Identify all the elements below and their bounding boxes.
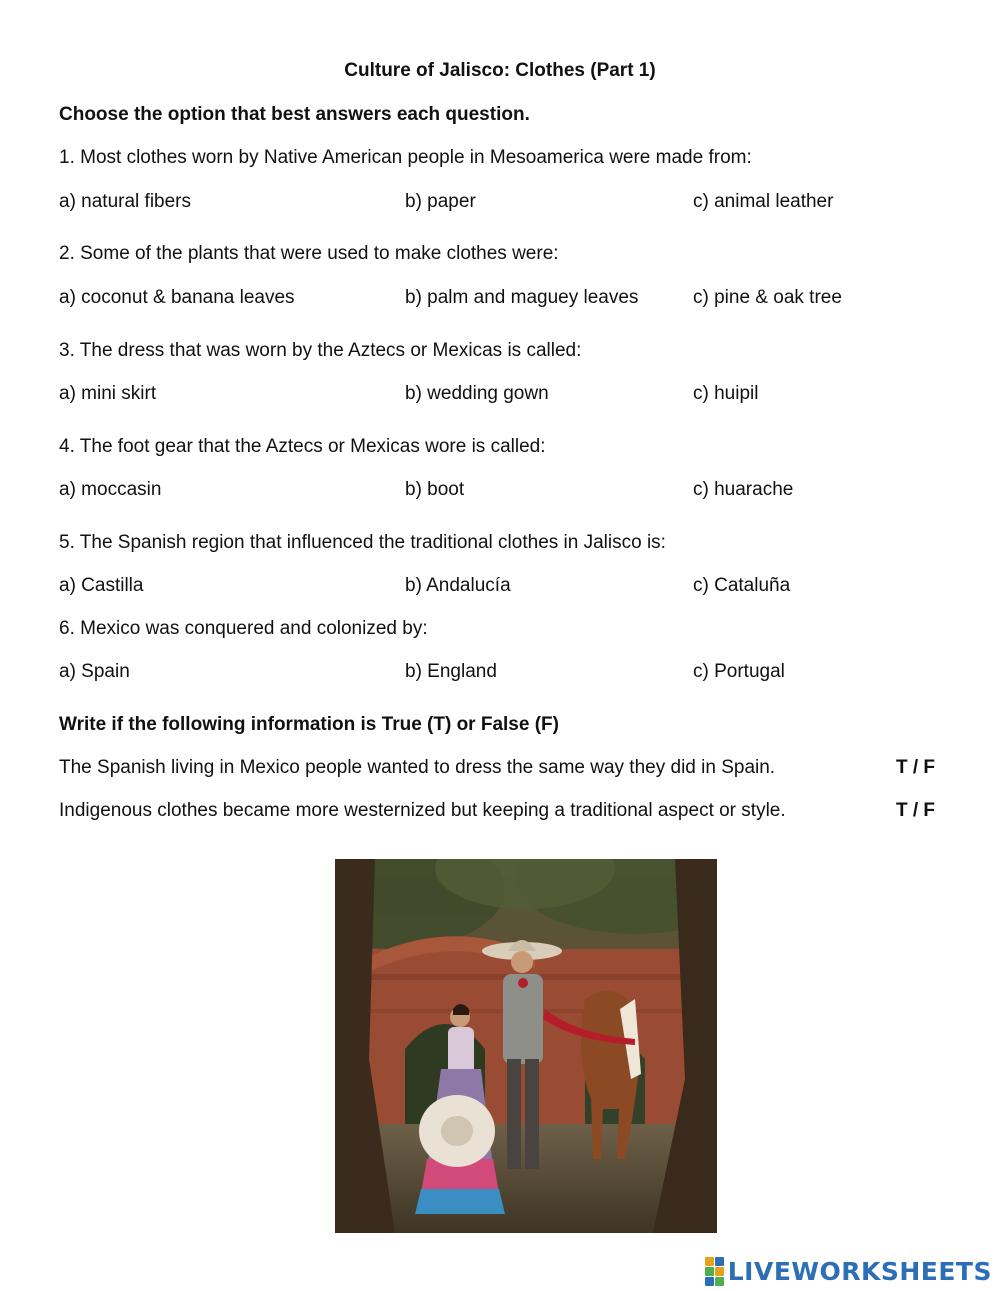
true-false-statement: Indigenous clothes became more westernized but keeping a traditional aspect or style.	[59, 800, 786, 821]
liveworksheets-logo	[705, 1256, 992, 1286]
question-1-option-c[interactable]: c) animal leather	[693, 191, 834, 212]
true-false-instructions: Write if the following information is True (T) or False (F)	[59, 714, 559, 735]
multiple-choice-instructions: Choose the option that best answers each question.	[59, 104, 530, 125]
question-3-option-c[interactable]: c) huipil	[693, 383, 759, 404]
question-5-option-b[interactable]: b) Andalucía	[405, 575, 511, 596]
question-4-option-b[interactable]: b) boot	[405, 479, 465, 500]
true-false-answer-choice[interactable]: T / F	[895, 757, 935, 778]
true-false-answer-choice[interactable]: T / F	[895, 800, 935, 821]
question-5: 5. The Spanish region that influenced the traditional clothes in Jalisco is:	[59, 532, 666, 553]
question-6: 6. Mexico was conquered and colonized by:	[59, 618, 428, 639]
logo-text: LIVEWORKSHEETS	[727, 1256, 992, 1286]
question-3: 3. The dress that was worn by the Aztecs or Mexicas is called:	[59, 340, 582, 361]
question-6-option-c[interactable]: c) Portugal	[693, 661, 785, 682]
question-5-option-a[interactable]: a) Castilla	[59, 575, 144, 596]
question-2-option-c[interactable]: c) pine & oak tree	[693, 287, 842, 308]
question-4-option-a[interactable]: a) moccasin	[59, 479, 162, 500]
question-6-option-a[interactable]: a) Spain	[59, 661, 130, 682]
question-4-option-c[interactable]: c) huarache	[693, 479, 794, 500]
question-2-option-a[interactable]: a) coconut & banana leaves	[59, 287, 295, 308]
logo-cubes-icon	[705, 1257, 724, 1286]
question-4: 4. The foot gear that the Aztecs or Mexicas wore is called:	[59, 436, 546, 457]
question-5-option-c[interactable]: c) Cataluña	[693, 575, 791, 596]
question-6-option-b[interactable]: b) England	[405, 661, 497, 682]
charro-couple-photo	[335, 859, 717, 1233]
true-false-statement: The Spanish living in Mexico people wanted to dress the same way they did in Spain.	[59, 757, 776, 778]
question-2-option-b[interactable]: b) palm and maguey leaves	[405, 287, 639, 308]
question-1-option-b[interactable]: b) paper	[405, 191, 476, 212]
question-1-option-a[interactable]: a) natural fibers	[59, 191, 192, 212]
question-3-option-a[interactable]: a) mini skirt	[59, 383, 157, 404]
worksheet-title: Culture of Jalisco: Clothes (Part 1)	[344, 60, 656, 81]
question-1: 1. Most clothes worn by Native American people in Mesoamerica were made from:	[59, 147, 752, 168]
question-2: 2. Some of the plants that were used to make clothes were:	[59, 243, 559, 264]
question-3-option-b[interactable]: b) wedding gown	[405, 383, 549, 404]
